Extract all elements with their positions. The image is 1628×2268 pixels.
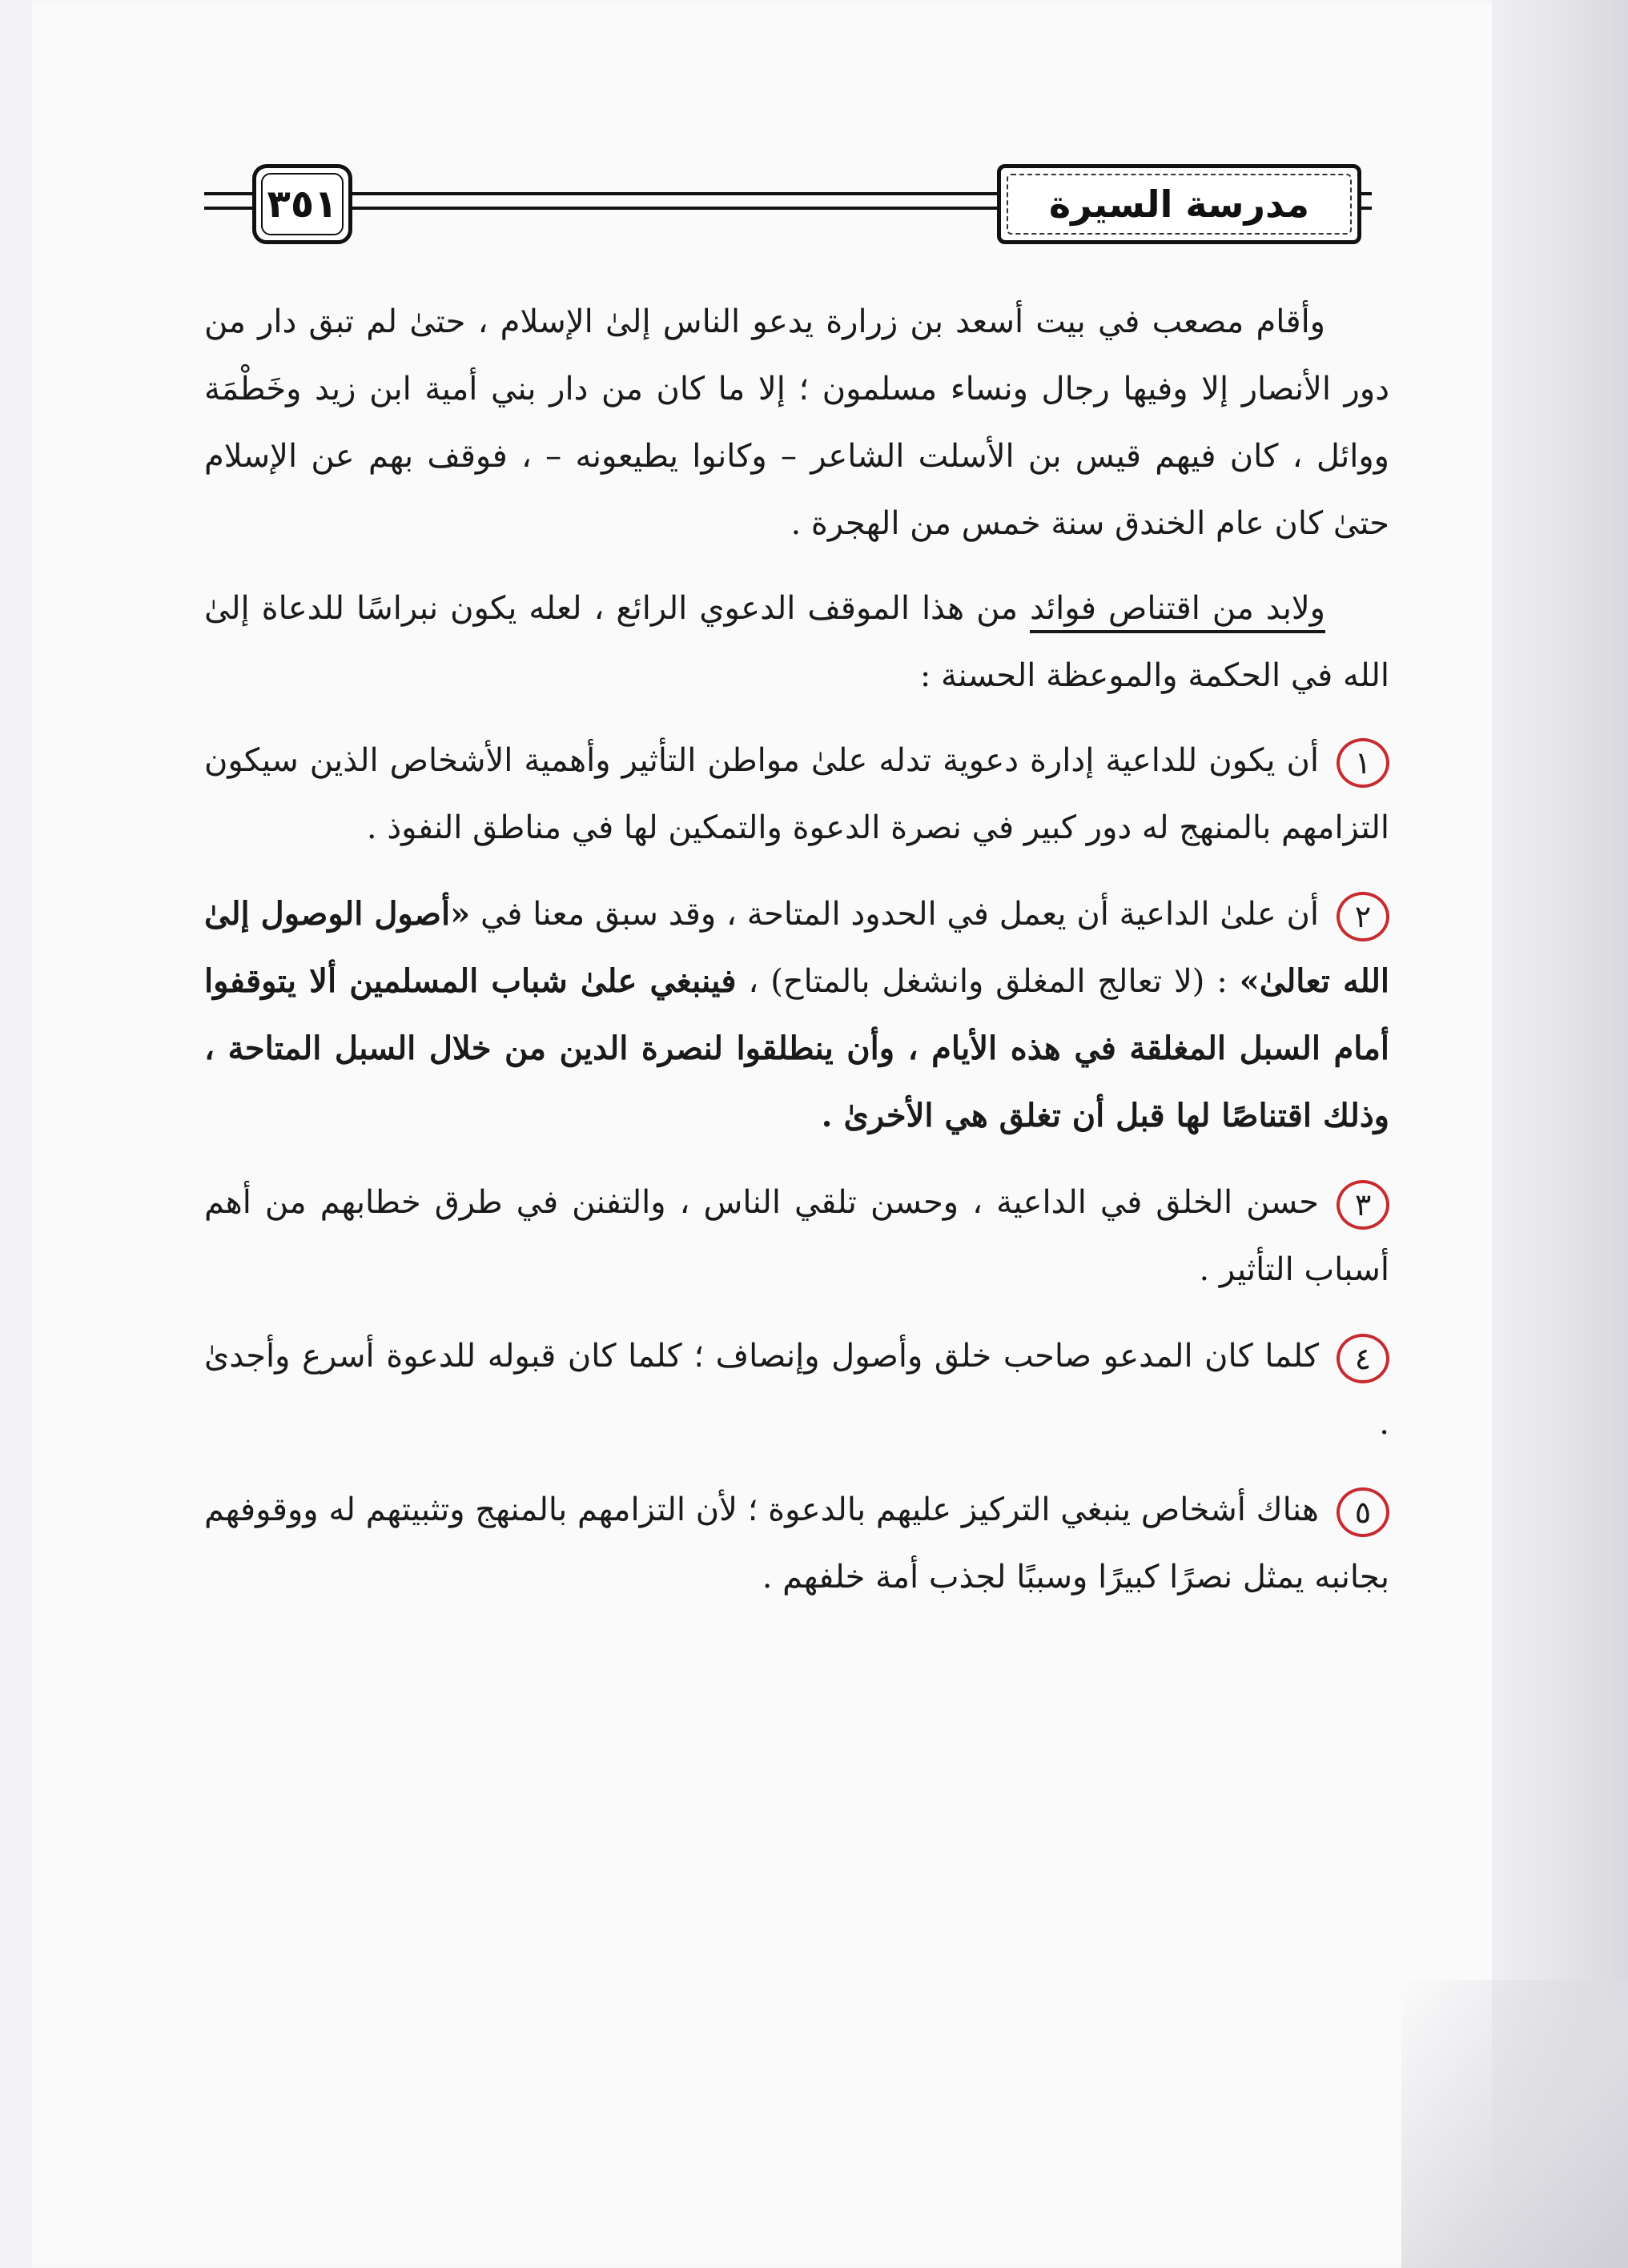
item-text: أن يكون للداعية إدارة دعوية تدله علىٰ مواطن التأثير وأهمية الأشخاص الذين سيكون التزامهم بالمنهج له دور كبير في نصرة الدعوة والتمكين لها في مناطق النفوذ .: [204, 742, 1389, 846]
page-number-frame: [252, 164, 352, 244]
list-item: [204, 1323, 1389, 1457]
page-body: [204, 288, 1389, 1630]
series-title: مدرسة السيرة: [1048, 183, 1310, 226]
item-emphasis: فينبغي علىٰ شباب المسلمين ألا يتوقفوا أمام السبل المغلقة في هذه الأيام ، وأن ينطلقوا لنصرة الدين من خلال السبل المتاحة ، وذلك اقتناصًا لها قبل أن تغلق هي الأخرىٰ .: [204, 962, 1389, 1134]
list-item: [204, 1476, 1389, 1611]
underlined-phrase: ولابد من اقتناص فوائد: [1029, 590, 1325, 627]
page-corner-shadow: [1401, 1980, 1628, 2268]
book-title-quote: «أصول الوصول إلىٰ الله تعالىٰ»: [204, 895, 1390, 1000]
list-item: [204, 1169, 1389, 1303]
item-number-circle: ١: [1337, 738, 1389, 788]
list-item: [204, 727, 1389, 861]
item-number-circle: ٥: [1337, 1487, 1389, 1537]
item-text: حسن الخلق في الداعية ، وحسن تلقي الناس ، والتفنن في طرق خطابهم من أهم أسباب التأثير .: [204, 1184, 1389, 1288]
item-text: : (لا تعالج المغلق وانشغل بالمتاح) ،: [736, 963, 1240, 1000]
series-title-frame: [997, 164, 1361, 244]
item-text: هناك أشخاص ينبغي التركيز عليهم بالدعوة ؛ لأن التزامهم بالمنهج وتثبيتهم له ووقوفهم بجانبه يمثل نصرًا كبيرًا وسببًا لجذب أمة خلفهم .: [204, 1491, 1389, 1596]
item-number-circle: ٣: [1337, 1180, 1389, 1230]
item-text: كلما كان المدعو صاحب خلق وأصول وإنصاف ؛ كلما كان قبوله للدعوة أسرع وأجدىٰ .: [204, 1338, 1389, 1442]
page-edge-shadow: [1492, 0, 1628, 2268]
paragraph-1: وأقام مصعب في بيت أسعد بن زرارة يدعو الناس إلىٰ الإسلام ، حتىٰ لم تبق دار من دور الأنصار إلا وفيها رجال ونساء مسلمون ؛ إلا ما كان من دار بني أمية ابن زيد وخَطْمَة ووائل ، كان فيهم قيس بن الأسلت الشاعر – وكانوا يطيعونه – ، فوقف بهم عن الإسلام حتىٰ كان عام الخندق سنة خمس من الهجرة .: [204, 303, 1390, 542]
item-number-circle: ٢: [1337, 892, 1389, 941]
item-text: أن علىٰ الداعية أن يعمل في الحدود المتاحة ، وقد سبق معنا في: [470, 896, 1319, 933]
list-item: [204, 881, 1389, 1150]
item-number-circle: ٤: [1337, 1334, 1389, 1383]
page-number: ٣٥١: [267, 182, 338, 227]
paragraph-2: [204, 575, 1389, 709]
paragraph-2-rest: من هذا الموقف الدعوي الرائع ، لعله يكون نبراسًا للدعاة إلىٰ الله في الحكمة والموعظة الحسنة :: [204, 590, 1389, 694]
